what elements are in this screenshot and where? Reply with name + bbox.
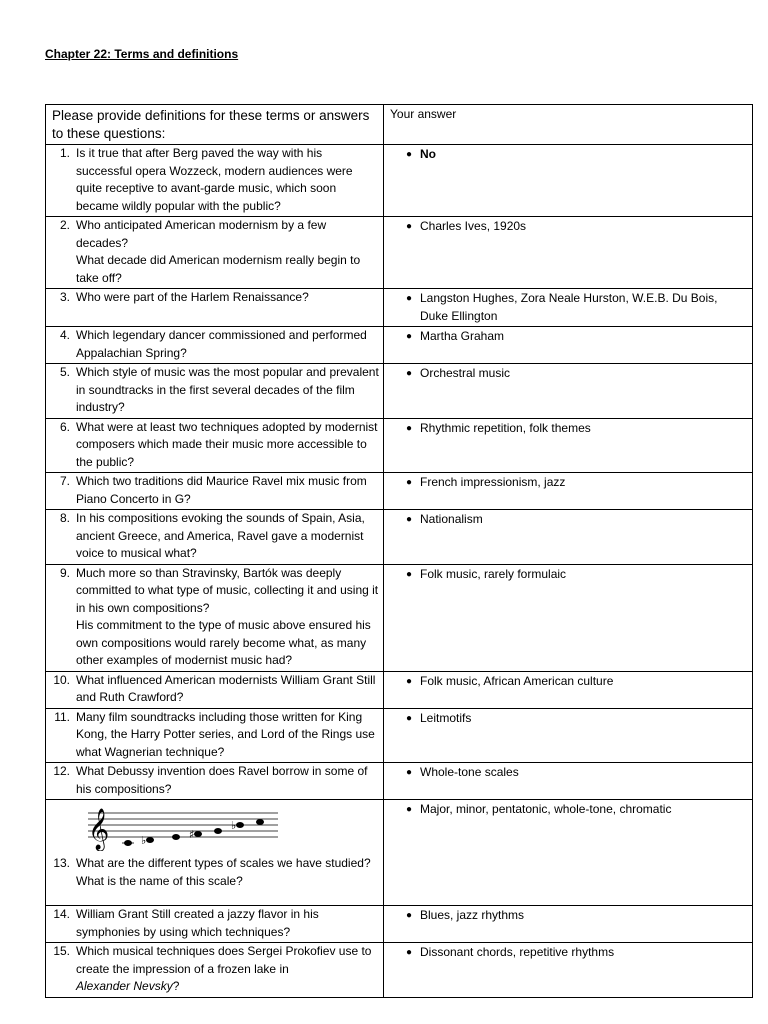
question-number: 12. <box>53 764 70 778</box>
table-row <box>46 943 753 998</box>
question-text: William Grant Still created a jazzy flavor in his symphonies by using which techniques? <box>76 907 319 939</box>
bullet-icon: ● <box>405 149 412 160</box>
question-text: What Debussy invention does Ravel borrow in some of his compositions? <box>76 764 368 796</box>
bullet-icon: ● <box>405 910 412 921</box>
film-title: Alexander Nevsky <box>76 979 173 993</box>
question-cell <box>46 510 384 565</box>
question-text: Which two traditions did Maurice Ravel mix music from Piano Concerto in G? <box>76 474 367 506</box>
table-row <box>46 289 753 327</box>
question-number: 3. <box>59 290 70 304</box>
answer-cell[interactable] <box>384 217 753 289</box>
bullet-icon: ● <box>405 368 412 379</box>
svg-text:♯: ♯ <box>189 828 195 841</box>
bullet-icon: ● <box>405 767 412 778</box>
question-number: 5. <box>59 365 70 379</box>
answer-text: French impressionism, jazz <box>420 475 566 489</box>
question-cell <box>46 217 384 289</box>
answer-column-header: Your answer <box>384 105 753 145</box>
question-cell <box>46 708 384 763</box>
question-cell <box>46 418 384 473</box>
answer-cell[interactable] <box>384 800 753 906</box>
answer-text: Folk music, rarely formulaic <box>420 566 567 581</box>
question-text: What decade did American modernism really begin to take off? <box>76 253 361 285</box>
bullet-icon: ● <box>405 568 412 580</box>
table-row <box>46 906 753 943</box>
answer-text: Folk music, African American culture <box>420 673 614 688</box>
table-row <box>46 763 753 800</box>
whole-tone-scale-staff-image <box>80 803 280 851</box>
question-text: Who were part of the Harlem Renaissance? <box>76 290 309 304</box>
bullet-icon: ● <box>405 675 412 687</box>
answer-cell[interactable] <box>384 763 753 800</box>
note-head <box>146 837 154 843</box>
question-text: What were at least two techniques adopted by modernist composers which made their music more accessible to the public? <box>76 419 378 469</box>
question-text: What are the different types of scales we have studied? <box>76 856 371 870</box>
answer-text: Langston Hughes, Zora Neale Hurston, W.E.B. Du Bois, Duke Ellington <box>420 291 718 323</box>
question-text: His commitment to the type of music above ensured his own compositions would rarely become what, as many other examples of modernist music had? <box>76 618 371 667</box>
question-number: 7. <box>59 474 70 488</box>
question-number: 13. <box>53 856 70 870</box>
bullet-icon: ● <box>405 422 412 434</box>
svg-text:♭: ♭ <box>231 819 237 832</box>
question-number: 2. <box>59 218 70 232</box>
question-number: 11. <box>54 709 70 724</box>
answer-cell[interactable] <box>384 327 753 364</box>
question-cell <box>46 943 384 998</box>
table-row <box>46 327 753 364</box>
question-cell <box>46 289 384 327</box>
table-row <box>46 564 753 671</box>
question-cell <box>46 671 384 708</box>
bullet-icon: ● <box>405 477 412 488</box>
note-head <box>214 828 222 834</box>
table-row <box>46 510 753 565</box>
question-number: 9. <box>59 565 70 580</box>
answer-cell[interactable] <box>384 564 753 671</box>
answer-cell[interactable] <box>384 145 753 217</box>
answer-text: Dissonant chords, repetitive rhythms <box>420 945 615 959</box>
table-row <box>46 364 753 419</box>
question-column-header: Please provide definitions for these terms or answers to these questions: <box>46 105 384 145</box>
table-row <box>46 217 753 289</box>
question-number: 8. <box>59 511 70 525</box>
table-row <box>46 473 753 510</box>
note-head <box>172 834 180 840</box>
answer-text: Major, minor, pentatonic, whole-tone, chromatic <box>420 802 672 816</box>
bullet-icon: ● <box>405 514 412 525</box>
table-row <box>46 800 753 906</box>
question-cell <box>46 364 384 419</box>
question-cell <box>46 473 384 510</box>
bullet-icon: ● <box>405 331 412 342</box>
answer-text: Blues, jazz rhythms <box>420 908 525 922</box>
answer-cell[interactable] <box>384 289 753 327</box>
answer-cell[interactable] <box>384 364 753 419</box>
table-row <box>46 671 753 708</box>
answer-text: Whole-tone scales <box>420 765 519 779</box>
bullet-icon: ● <box>405 221 412 232</box>
question-text: Much more so than Stravinsky, Bartók was deeply committed to what type of music, collecting it and using it in his own compositions? <box>76 565 379 615</box>
answer-text: Charles Ives, 1920s <box>420 219 527 233</box>
answer-text: No <box>420 147 436 161</box>
question-mark: ? <box>172 979 180 993</box>
answer-cell[interactable] <box>384 906 753 943</box>
answer-cell[interactable] <box>384 943 753 998</box>
answer-text: Martha Graham <box>420 329 505 343</box>
question-text: Is it true that after Berg paved the way with his successful opera Wozzeck, modern audiences were quite receptive to avant-garde music, which soon became wildly popular with the public? <box>76 146 353 213</box>
table-row <box>46 418 753 473</box>
question-cell <box>46 564 384 671</box>
answer-cell[interactable] <box>384 671 753 708</box>
answer-cell[interactable] <box>384 510 753 565</box>
question-text: Which legendary dancer commissioned and performed Appalachian Spring? <box>76 328 367 360</box>
question-text: Many film soundtracks including those written for King Kong, the Harry Potter series, and Lord of the Rings use what Wagnerian technique? <box>76 709 375 759</box>
question-number: 1. <box>59 146 70 160</box>
note-head <box>194 831 202 837</box>
answer-text: Nationalism <box>420 512 483 526</box>
question-cell <box>46 906 384 943</box>
bullet-icon: ● <box>405 293 412 304</box>
question-number: 10. <box>53 672 70 687</box>
questions-table <box>45 104 753 998</box>
question-number: 6. <box>59 419 70 434</box>
question-cell <box>46 327 384 364</box>
question-number: 4. <box>59 328 70 342</box>
question-text: Which musical techniques does Sergei Prokofiev use to create the impression of a frozen lake in <box>76 944 372 976</box>
question-text: Which style of music was the most popular and prevalent in soundtracks in the first several decades of the film industry? <box>76 365 379 414</box>
question-number: 15. <box>53 944 70 958</box>
treble-clef-icon: 𝄞 <box>88 809 110 850</box>
question-number: 14. <box>53 907 70 921</box>
table-header-row <box>46 105 753 145</box>
bullet-icon: ● <box>405 947 412 958</box>
answer-cell[interactable] <box>384 418 753 473</box>
question-text: Who anticipated American modernism by a few decades? <box>76 218 327 250</box>
page-title: Chapter 22: Terms and definitions <box>45 47 239 61</box>
answer-text: Leitmotifs <box>420 710 472 725</box>
question-cell <box>46 800 384 906</box>
question-text: What is the name of this scale? <box>76 873 243 888</box>
question-cell <box>46 763 384 800</box>
bullet-icon: ● <box>405 804 412 815</box>
question-text: In his compositions evoking the sounds of Spain, Asia, ancient Greece, and America, Ravel gave a modernist voice to musical what? <box>76 511 365 560</box>
question-text: What influenced American modernists William Grant Still and Ruth Crawford? <box>76 672 376 704</box>
answer-cell[interactable] <box>384 473 753 510</box>
table-row <box>46 708 753 763</box>
question-cell <box>46 145 384 217</box>
bullet-icon: ● <box>405 712 412 724</box>
answer-cell[interactable] <box>384 708 753 763</box>
note-head <box>236 822 244 828</box>
svg-text:♭: ♭ <box>141 834 147 847</box>
note-head <box>256 819 264 825</box>
table-row <box>46 145 753 217</box>
answer-text: Orchestral music <box>420 366 511 380</box>
answer-text: Rhythmic repetition, folk themes <box>420 420 591 435</box>
